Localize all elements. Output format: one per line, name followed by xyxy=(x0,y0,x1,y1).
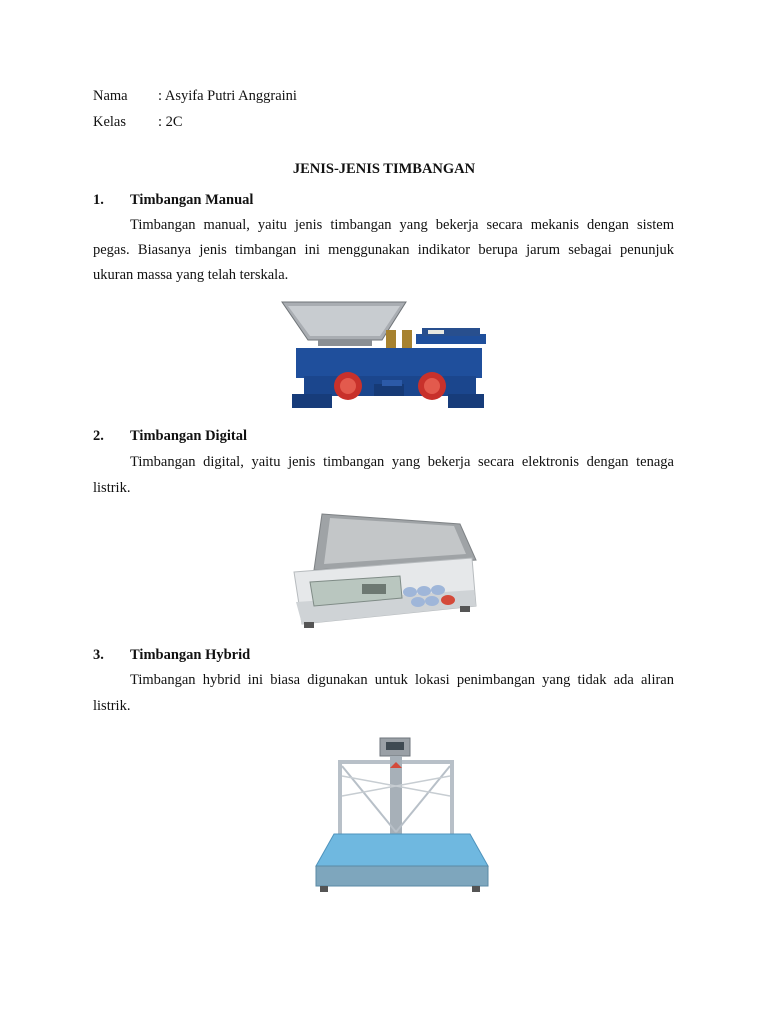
class-value: : 2C xyxy=(158,114,183,130)
section-number: 1. xyxy=(93,192,104,208)
name-value: : Asyifa Putri Anggraini xyxy=(158,88,297,104)
digital-scale-image xyxy=(288,510,480,632)
paragraph-line: pegas. Biasanya jenis timbangan ini menggunakan indikator berupa jarum sebagai penunjuk xyxy=(93,242,674,258)
section-number: 3. xyxy=(93,647,104,663)
paragraph-line: listrik. xyxy=(93,480,131,496)
paragraph-line: Timbangan digital, yaitu jenis timbangan yang bekerja secara elektronis dengan tenaga xyxy=(130,454,674,470)
section-number: 2. xyxy=(93,428,104,444)
class-label: Kelas xyxy=(93,114,127,130)
paragraph-line: listrik. xyxy=(93,698,131,714)
section-heading: Timbangan Hybrid xyxy=(130,647,251,663)
paragraph-line: Timbangan hybrid ini biasa digunakan untuk lokasi penimbangan yang tidak ada aliran xyxy=(130,672,674,688)
name-label: Nama xyxy=(93,88,128,104)
hybrid-scale-image xyxy=(312,736,492,896)
page-title: JENIS-JENIS TIMBANGAN xyxy=(292,161,476,177)
paragraph-line: ukuran massa yang telah terskala. xyxy=(93,267,289,283)
section-heading: Timbangan Manual xyxy=(130,192,254,208)
manual-scale-image xyxy=(278,298,490,413)
paragraph-line: Timbangan manual, yaitu jenis timbangan yang bekerja secara mekanis dengan sistem xyxy=(130,217,674,233)
section-heading: Timbangan Digital xyxy=(130,428,247,444)
